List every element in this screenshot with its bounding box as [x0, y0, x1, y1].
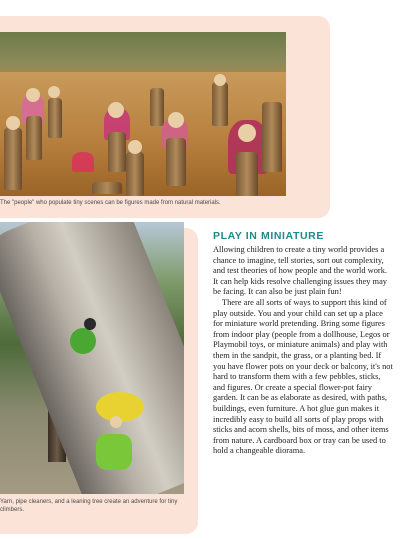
log-figure: [4, 128, 22, 190]
log-figure: [212, 82, 228, 126]
top-photo-caption: The "people" who populate tiny scenes can be figures made from natural materials.: [0, 200, 221, 206]
log-figure: [48, 98, 62, 138]
figure-head: [48, 86, 60, 98]
article-paragraph: Allowing children to create a tiny world provides a chance to imagine, tell stories, sort out complexity, and test theories of how people and the world work. It can help kids resolve challenging issues they may be facing. It can also be just plain fun!: [213, 245, 387, 297]
log-figure: [236, 152, 258, 196]
pipe-cleaner-climber: [96, 434, 132, 470]
log-figure: [262, 102, 282, 172]
leaning-tree-trunk: [0, 222, 184, 494]
figure-head: [6, 116, 20, 130]
climber-head: [84, 318, 96, 330]
figure-head: [108, 102, 124, 118]
log-figure: [126, 152, 144, 196]
figure-head: [168, 112, 184, 128]
peg-figures-photo: [0, 32, 286, 196]
red-cloak: [72, 152, 94, 172]
lying-log: [92, 182, 122, 194]
figure-head: [214, 74, 226, 86]
figure-head: [26, 88, 40, 102]
log-figure: [166, 138, 186, 186]
climber-head: [110, 416, 122, 428]
section-heading: PLAY IN MINIATURE: [213, 230, 324, 242]
figure-head: [128, 140, 142, 154]
article-paragraph: There are all sorts of ways to support this kind of play outside. You and your child can set up a place for miniature world pretending. Bring some figures from indoor play (people from a dollhouse, Legos or Playmobil toys, or miniature animals) and play with them in the sandpit, the grass, or a planting bed. If you have flower pots on your deck or balcony, it's not hard to transform them with a few pebbles, sticks, and figures. Or create a special flower-pot fairy garden. It can be as elaborate as desired, with paths, buildings, even furniture. A hot glue gun makes it incredibly easy to build all sorts of play props with sticks and acorn shells, bits of moss, and other items from nature. A cardboard box or tray can be used to hold a changeable diorama.: [213, 297, 393, 456]
bottom-photo-caption: Yarn, pipe cleaners, and a leaning tree create an adventure for tiny climbers.: [0, 499, 178, 513]
log-figure: [108, 132, 126, 172]
article-column: [213, 230, 393, 457]
figure-head: [238, 124, 256, 142]
tree-climbers-photo: [0, 222, 184, 494]
green-climber: [70, 328, 96, 354]
log-figure: [150, 88, 164, 126]
log-figure: [26, 116, 42, 160]
